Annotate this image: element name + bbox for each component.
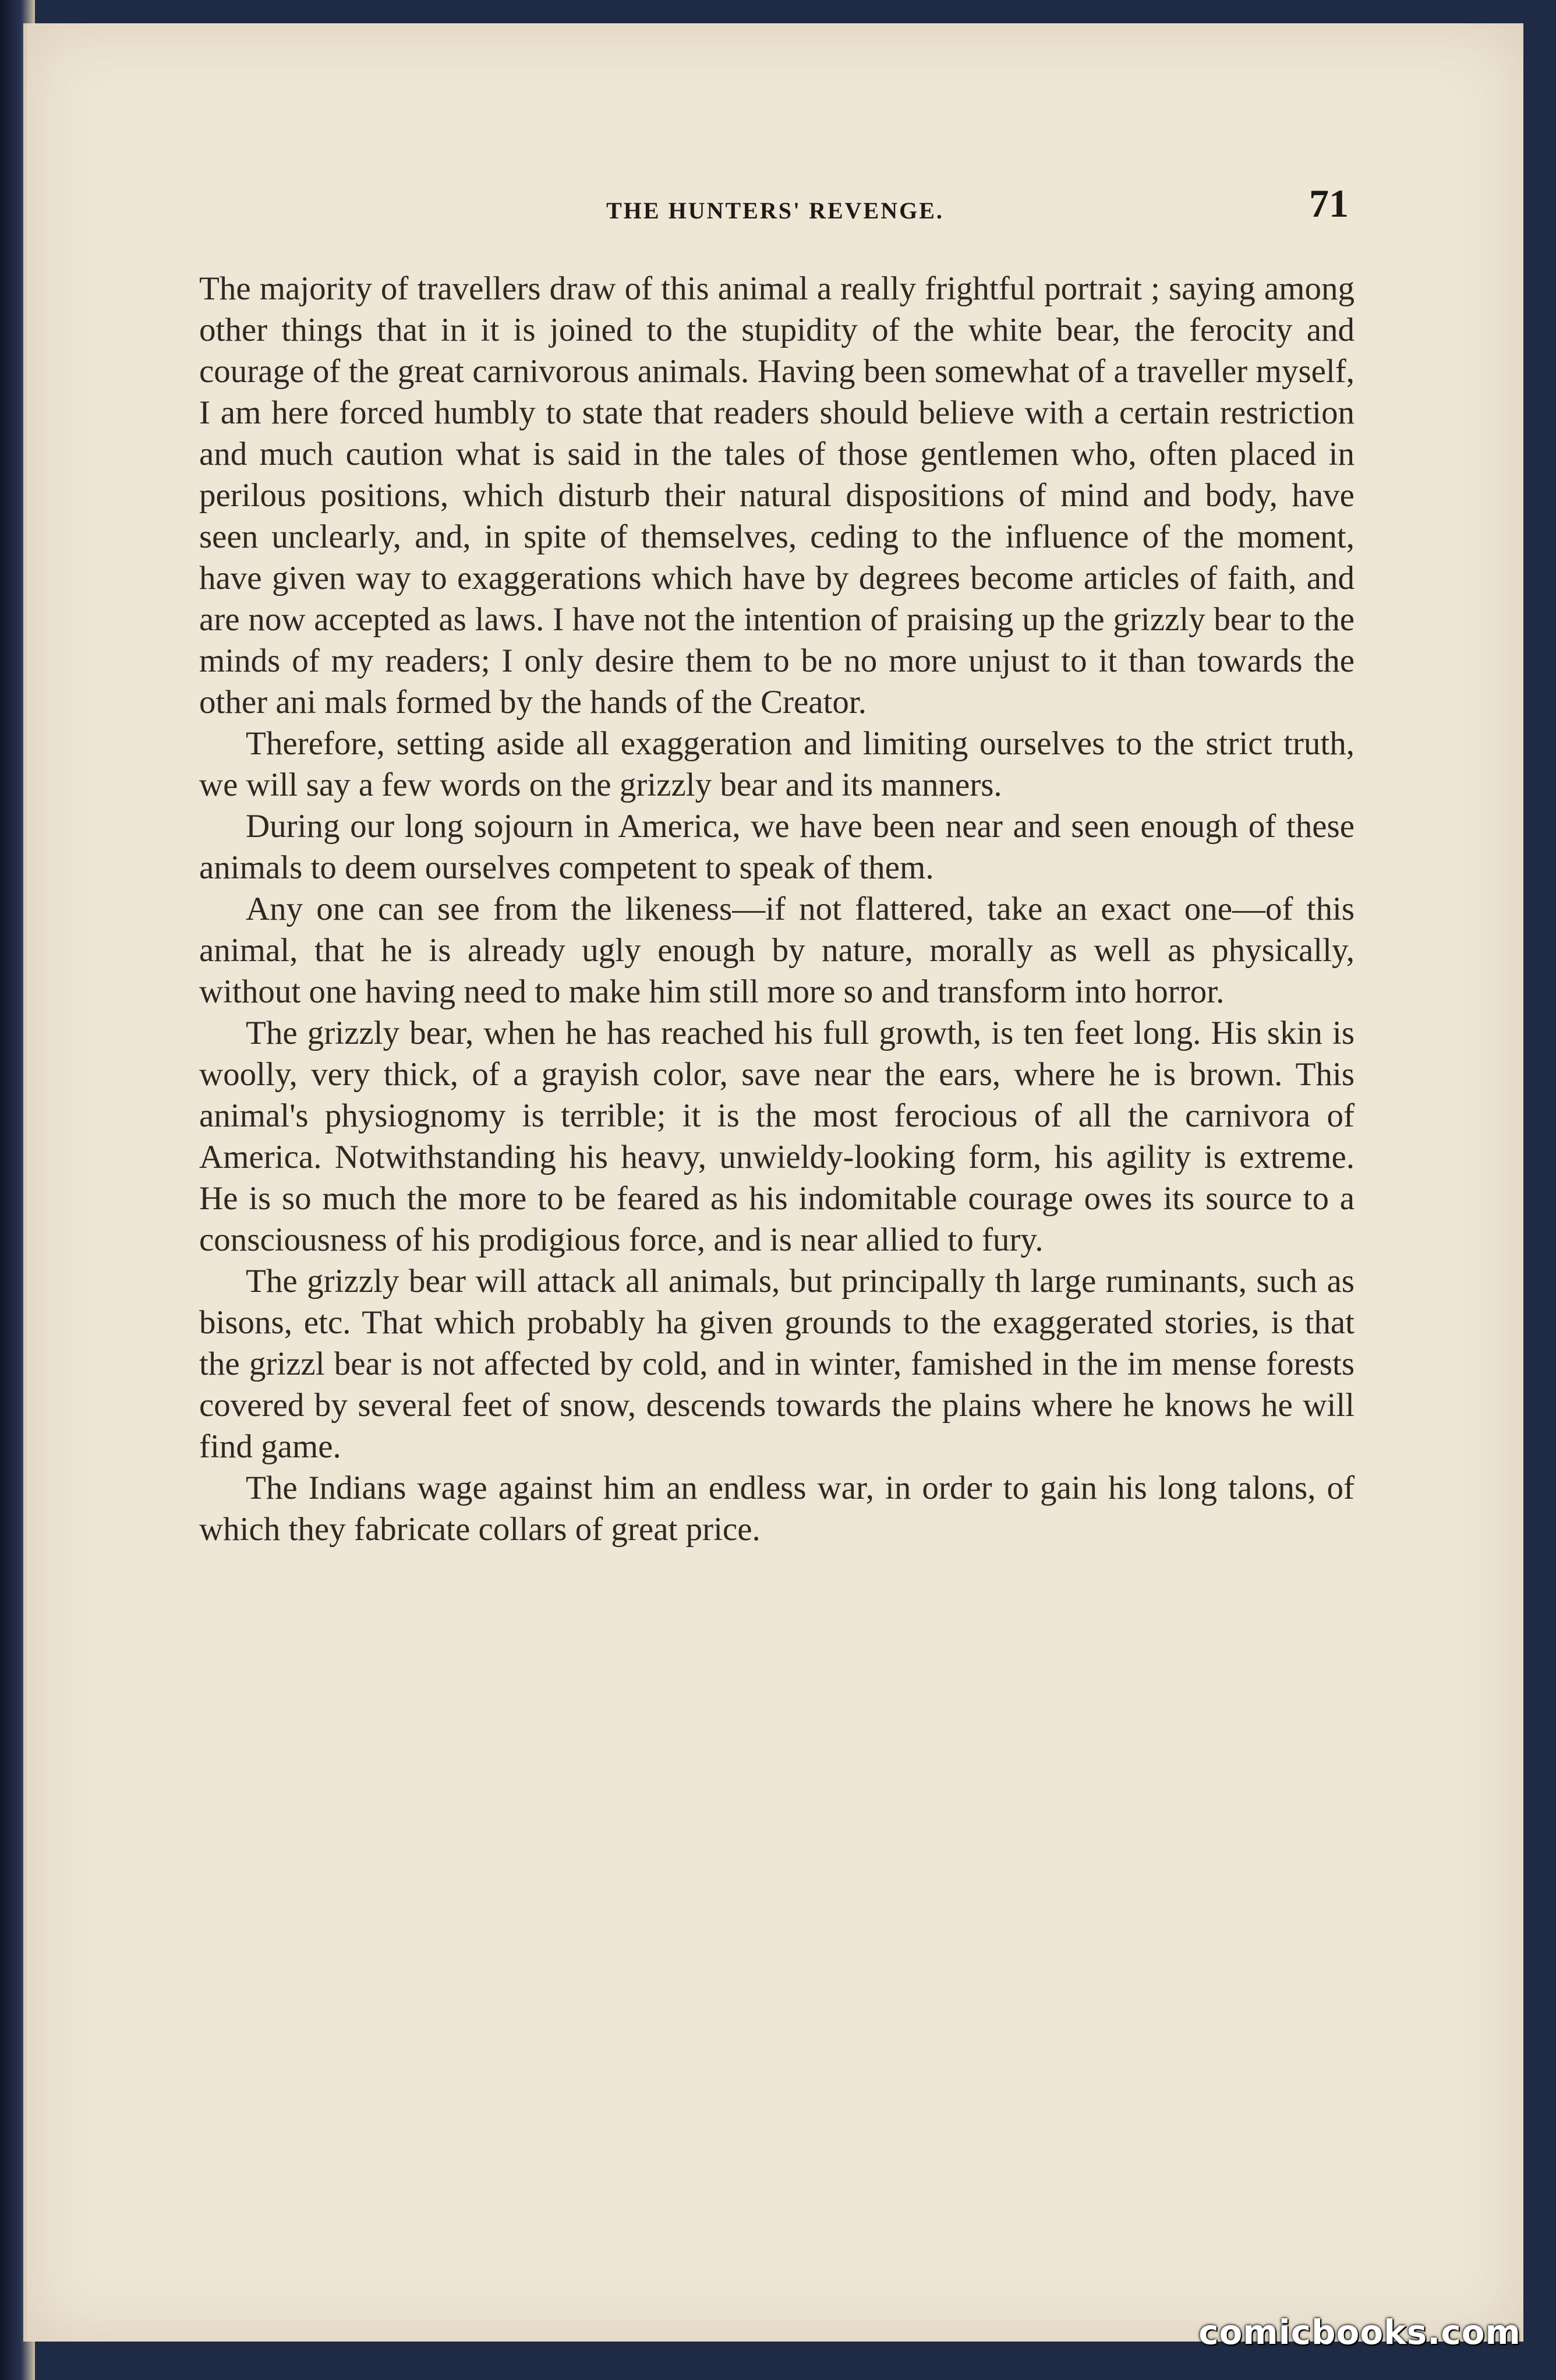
running-title: THE HUNTERS' REVENGE. <box>606 197 944 224</box>
book-page <box>23 23 1523 2342</box>
paragraph-7: The Indians wage against him an endless war, in order to gain his long talons, of which they fabricate collars of great price. <box>199 1470 1355 1548</box>
paragraph-3: During our long sojourn in America, we have been near and seen enough of these animals to deem ourselves competent to speak of them. <box>199 808 1355 886</box>
paragraph-5: The grizzly bear, when he has reached his full growth, is ten feet long. His skin is woolly, very thick, of a grayish color, save near the ears, where he is brown. This animal's physiognomy is terrible; it is the most ferocious of all the carnivora of America. Notwithstanding his heavy, unwieldy-looking form, his agility is extreme. He is so much the more to be feared as his indomitable courage owes its source to a consciousness of his prodigious force, and is near allied to fury. <box>199 1015 1355 1258</box>
paragraph-2: Therefore, setting aside all exaggeration and limiting ourselves to the strict truth, we will say a few words on the grizzly bear and its manners. <box>199 725 1355 803</box>
paragraph-4: Any one can see from the likeness—if not flattered, take an exact one—of this animal, that he is already ugly enough by nature, morally as well as physically, without one having need to make him still more so and transform into horror. <box>199 891 1355 1010</box>
site-watermark: comicbooks.com <box>1198 2312 1521 2352</box>
page-header <box>201 181 1349 233</box>
paragraph-6: The grizzly bear will attack all animals, but principally th large ruminants, such as bisons, etc. That which probably ha given grounds to the exaggerated stories, is that the grizzl bear is not affected by cold, and in winter, famished in the im mense forests covered by several feet of snow, descends towards the plains where he knows he will find game. <box>199 1263 1355 1465</box>
body-text <box>199 268 1355 1550</box>
paragraph-1: The majority of travellers draw of this animal a really frightful portrait ; saying among other things that in it is joined to the stupidity of the white bear, the ferocity and courage of the great carnivorous animals. Having been somewhat of a traveller myself, I am here forced humbly to state that readers should believe with a certain restriction and much caution what is said in the tales of those gentlemen who, often placed in perilous positions, which disturb their natural dispositions of mind and body, have seen unclearly, and, in spite of themselves, ceding to the influence of the moment, have given way to exaggerations which have by degrees become articles of faith, and are now accepted as laws. I have not the intention of praising up the grizzly bear to the minds of my readers; I only desire them to be no more unjust to it than towards the other ani mals formed by the hands of the Creator. <box>199 270 1355 721</box>
page-number: 71 <box>1309 181 1349 225</box>
